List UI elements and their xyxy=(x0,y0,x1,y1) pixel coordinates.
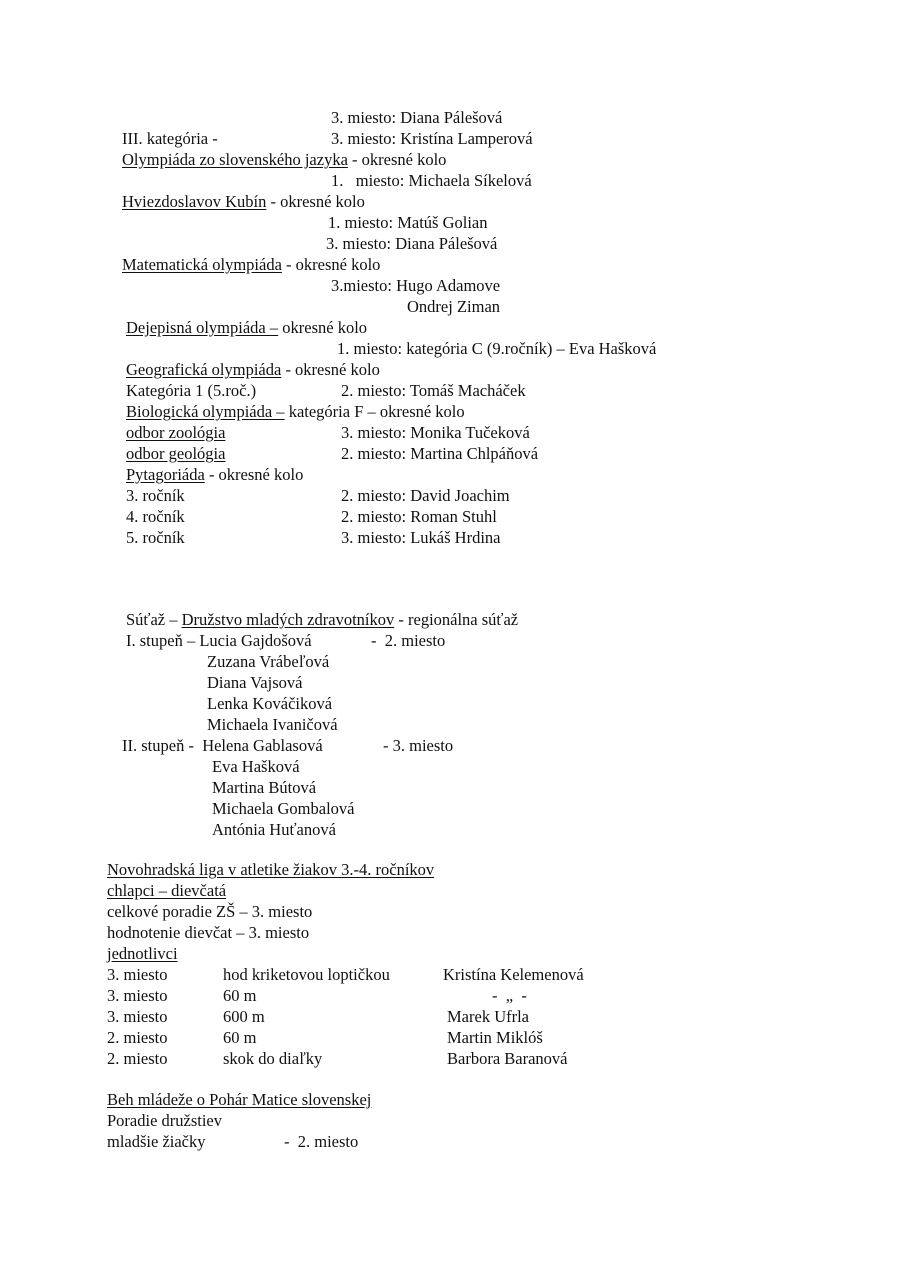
result-name: Marek Ufrla xyxy=(447,1007,530,1026)
competition-heading xyxy=(126,610,518,630)
grade-label: 4. ročník xyxy=(126,507,185,526)
team-level-label: I. stupeň – Lucia Gajdošová xyxy=(126,631,312,650)
team-member: Eva Hašková xyxy=(212,757,300,776)
result-place: 2. miesto xyxy=(107,1028,168,1047)
section-title: Beh mládeže o Pohár Matice slovenskej xyxy=(107,1090,372,1109)
grade-label: 5. ročník xyxy=(126,528,185,547)
result-line: 2. miesto: David Joachim xyxy=(341,486,510,505)
section-subtitle: chlapci – dievčatá xyxy=(107,881,227,900)
team-member: Diana Vajsová xyxy=(207,673,303,692)
section-title: Novohradská liga v atletike žiakov 3.-4. ročníkov xyxy=(107,860,435,879)
result-name: Martin Miklóš xyxy=(447,1028,543,1047)
competition-title: Pytagoriáda xyxy=(126,465,205,484)
competition-title: Biologická olympiáda – xyxy=(126,402,285,421)
result-line: 2. miesto: Roman Stuhl xyxy=(341,507,497,526)
result-line: 2. miesto: Martina Chlpáňová xyxy=(341,444,539,463)
section-subtitle: Poradie družstiev xyxy=(107,1111,223,1130)
competition-round: okresné kolo xyxy=(278,318,368,337)
competition-round: - regionálna súťaž xyxy=(394,610,519,629)
competition-heading xyxy=(126,402,465,422)
competition-round: - okresné kolo xyxy=(281,255,381,274)
result-line: 1. miesto: Michaela Síkelová xyxy=(331,171,532,190)
result-line: 1. miesto: Matúš Golian xyxy=(328,213,488,232)
team-member: Lenka Kováčiková xyxy=(207,694,333,713)
competition-heading xyxy=(126,318,367,338)
competition-heading xyxy=(122,192,365,212)
competition-heading xyxy=(126,465,303,485)
result-event: 60 m xyxy=(223,986,257,1005)
result-place: 3. miesto xyxy=(107,965,168,984)
competition-title: Olympiáda zo slovenského jazyka xyxy=(122,150,348,169)
individuals-heading: jednotlivci xyxy=(107,944,178,963)
result-line: 2. miesto: Tomáš Macháček xyxy=(341,381,526,400)
category-label: III. kategória - xyxy=(122,129,218,148)
team-member: Antónia Huťanová xyxy=(212,820,336,839)
result-event: 600 m xyxy=(223,1007,265,1026)
result-line: 3. miesto: Diana Pálešová xyxy=(331,108,503,127)
result-line: 3. miesto: Lukáš Hrdina xyxy=(341,528,501,547)
grade-label: 3. ročník xyxy=(126,486,185,505)
competition-round: - okresné kolo xyxy=(266,192,365,211)
result-place: 2. miesto xyxy=(107,1049,168,1068)
result-line: 3.miesto: Hugo Adamove xyxy=(331,276,501,295)
result-line: 3. miesto: Kristína Lamperová xyxy=(331,129,533,148)
result-line: 3. miesto: Diana Pálešová xyxy=(326,234,498,253)
result-place: 3. miesto xyxy=(107,986,168,1005)
result-line: 3. miesto: Monika Tučeková xyxy=(341,423,530,442)
competition-title: Matematická olympiáda xyxy=(122,255,282,274)
result-name: Kristína Kelemenová xyxy=(443,965,584,984)
result-line: - 2. miesto xyxy=(284,1132,359,1151)
competition-title: Geografická olympiáda xyxy=(126,360,282,379)
competition-title: Dejepisná olympiáda – xyxy=(126,318,279,337)
team-member: Martina Bútová xyxy=(212,778,317,797)
result-event: 60 m xyxy=(223,1028,257,1047)
result-event: hod kriketovou loptičkou xyxy=(223,965,390,984)
competition-heading xyxy=(126,360,380,380)
competition-title: Družstvo mladých zdravotníkov xyxy=(181,610,395,629)
category-label: mladšie žiačky xyxy=(107,1132,206,1151)
competition-heading xyxy=(122,150,446,170)
result-place: 3. miesto xyxy=(107,1007,168,1026)
result-line: Ondrej Ziman xyxy=(407,297,501,316)
competition-round: - okresné kolo xyxy=(281,360,380,379)
team-member: Michaela Ivaničová xyxy=(207,715,338,734)
result-name: - „ - xyxy=(492,986,527,1005)
team-member: Zuzana Vrábeľová xyxy=(207,652,330,671)
competition-title: Hviezdoslavov Kubín xyxy=(122,192,267,211)
competition-round: - okresné kolo xyxy=(347,150,447,169)
girls-result: hodnotenie dievčat – 3. miesto xyxy=(107,923,310,942)
result-line: 1. miesto: kategória C (9.ročník) – Eva Hašková xyxy=(337,339,657,358)
result-name: Barbora Baranová xyxy=(447,1049,568,1068)
competition-heading xyxy=(122,255,380,275)
category-label: Kategória 1 (5.roč.) xyxy=(126,381,257,400)
team-level-label: II. stupeň - Helena Gablasová xyxy=(122,736,323,755)
category-label: odbor geológia xyxy=(126,444,226,463)
competition-round: kategória F – okresné kolo xyxy=(284,402,465,421)
team-place: - 3. miesto xyxy=(383,736,454,755)
team-place: - 2. miesto xyxy=(371,631,446,650)
category-label: odbor zoológia xyxy=(126,423,226,442)
result-event: skok do diaľky xyxy=(223,1049,323,1068)
team-member: Michaela Gombalová xyxy=(212,799,355,818)
overall-result: celkové poradie ZŠ – 3. miesto xyxy=(107,902,313,921)
competition-prefix: Súťaž – xyxy=(126,610,182,629)
competition-round: - okresné kolo xyxy=(204,465,304,484)
